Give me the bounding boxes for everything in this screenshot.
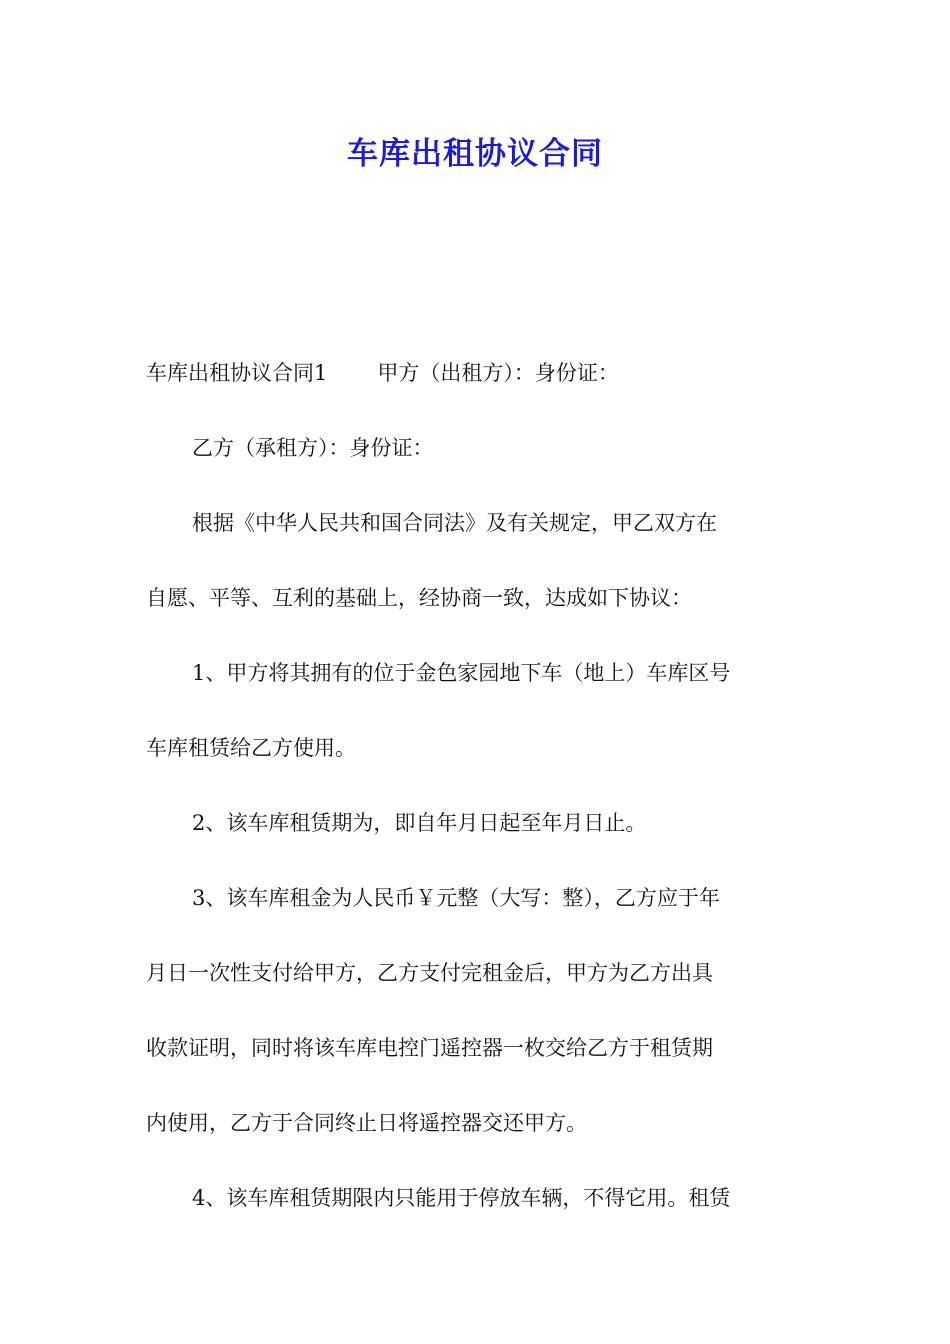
paragraph-line: 根据《中华人民共和国合同法》及有关规定，甲乙双方在 [192,510,717,535]
clause-1-line: 1、甲方将其拥有的位于金色家园地下车（地上）车库区号 [192,660,731,685]
clause-3-line: 月日一次性支付给甲方，乙方支付完租金后，甲方为乙方出具 [146,960,713,985]
party-a-line: 甲方（出租方）：身份证： [377,360,619,385]
clause-4-line: 4、该车库租赁期限内只能用于停放车辆，不得它用。租赁 [192,1185,731,1210]
clause-3-line: 收款证明，同时将该车库电控门遥控器一枚交给乙方于租赁期 [146,1035,713,1060]
paragraph-line: 自愿、平等、互利的基础上，经协商一致，达成如下协议： [146,585,692,610]
document-body [146,335,806,1235]
party-b-line: 乙方（承租方）：身份证： [192,435,434,460]
clause-3-line: 内使用，乙方于合同终止日将遥控器交还甲方。 [146,1110,587,1135]
clause-1-line: 车库租赁给乙方使用。 [146,735,356,760]
intro-line [146,335,806,410]
clause-2-line: 2、该车库租赁期为，即自年月日起至年月日止。 [192,810,647,835]
document-title: 车库出租协议合同 [347,136,603,172]
contract-heading: 车库出租协议合同1 [146,360,328,385]
clause-3-line: 3、该车库租金为人民币￥元整（大写：整），乙方应于年 [192,885,720,910]
